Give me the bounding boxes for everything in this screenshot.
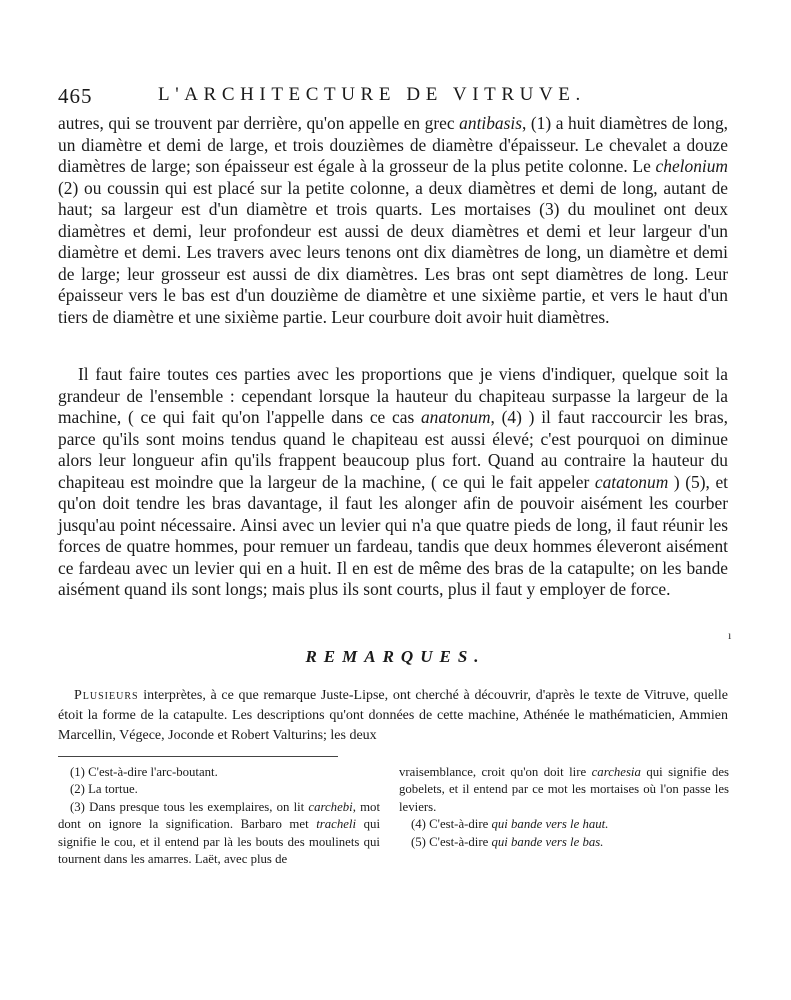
footnote-3-continued <box>399 764 729 816</box>
footnote-5-text: (5) C'est-à-dire <box>411 834 492 849</box>
footnotes-right-column <box>399 764 729 851</box>
footnote-4 <box>399 816 729 833</box>
margin-mark: ı <box>728 628 732 642</box>
footnote-2: (2) La tortue. <box>70 782 138 797</box>
footnote-4-term: qui bande vers le haut. <box>491 817 609 832</box>
paragraph-1 <box>58 113 728 328</box>
footnote-5 <box>399 834 729 851</box>
footnotes-left-column <box>58 764 380 868</box>
footnote-3-text: , mot dont on ignore la signification. Barbaro met <box>58 799 380 832</box>
remarques-paragraph <box>58 686 728 745</box>
footnote-3-text: qui signifie le cou, et il entend par là les bouts des moulinets qui tournent dans les amarres. Laët, avec plus de <box>58 817 380 867</box>
footnote-3-text: qui signifie des gobelets, et il entend par ce mot les mortaises où l'on passe les leviers. <box>399 765 729 814</box>
footnote-3-text: (3) Dans presque tous les exemplaires, on lit <box>70 799 309 814</box>
footnote-3 <box>58 799 380 869</box>
paragraph-1-text: autres, qui se trouvent par derrière, qu'on appelle en grec <box>58 113 460 133</box>
footnote-5-term: qui bande vers le bas. <box>491 834 604 849</box>
footnote-divider <box>58 756 338 757</box>
paragraph-2 <box>58 364 728 601</box>
term-anatonum: anatonum <box>420 407 491 427</box>
page-number: 465 <box>58 84 93 108</box>
paragraph-2-text: ) (5), et qu'on doit tendre les bras davantage, il faut les alonger afin de pouvoir aisément les courber jusqu'au point nécessaire. Ainsi avec un levier qui n'a que quatre pieds de long, il faut réunir les forces de quatre hommes, pour remuer un fardeau, tandis que deux hommes éleveront aisément ce fardeau avec un levier qui en a huit. Il en est de même des bras de la catapulte; on les bande aisément quand ils sont longs; mais plus ils sont courts, plus il faut y employer de force. <box>58 471 728 599</box>
footnote-3-term: carchesia <box>591 765 641 779</box>
term-antibasis: antibasis <box>459 113 522 133</box>
footnote-1: (1) C'est-à-dire l'arc-boutant. <box>70 765 218 779</box>
remarques-lead-word: Plusieurs <box>74 688 139 703</box>
paragraph-2-text: , (4) ) il faut raccourcir les bras, parce qu'ils sont moins tendus quand le chapiteau est aussi élevé; c'est pourquoi on diminue alors leur longueur afin qu'ils frappent beaucoup plus fort. Quand au contraire la hauteur du chapiteau est moindre que la largeur de la machine, ( ce qui le fait appeler <box>58 407 728 492</box>
footnote-3-text: vraisemblance, croit qu'on doit lire <box>399 765 592 779</box>
remarques-text: interprètes, à ce que remarque Juste-Lipse, ont cherché à découvrir, d'après le texte de Vitruve, quelle étoit la forme de la catapulte. Les descriptions qu'ont données de cette machine, Athénée le mathématicien, Ammien Marcellin, Végece, Joconde et Robert Valturins; les deux <box>58 688 728 743</box>
running-title: L'ARCHITECTURE DE VITRUVE. <box>158 84 586 105</box>
term-catatonum: catatonum <box>594 471 669 492</box>
footnote-3-term: carchebi <box>308 799 353 814</box>
term-chelonium: chelonium <box>655 156 728 176</box>
footnote-3-term: tracheli <box>316 817 357 832</box>
remarques-heading: REMARQUES. <box>305 647 486 666</box>
running-header <box>58 84 728 110</box>
paragraph-2-text: Il faut faire toutes ces parties avec les proportions que je viens d'indiquer, quelque soit la grandeur de l'ensemble : cependant lorsque la hauteur du chapiteau surpasse la largeur de la machine, ( ce qui fait qu'on l'appelle dans ce cas <box>58 364 728 427</box>
paragraph-1-text: (2) ou coussin qui est placé sur la petite colonne, a deux diamètres et demi de long, autant de haut; sa largeur est d'un diamètre et trois quarts. Les mortaises (3) du moulinet ont deux diamètres et demi, leur profondeur est aussi de deux diamètres et demi et leur largeur d'un diamètre et demi. Les travers avec leurs tenons ont dix diamètres de long, un diamètre et demi de large; leur grosseur est aussi de dix diamètres. Les bras ont sept diamètres de long. Leur épaisseur vers le bas est d'un douzième de diamètre et une sixième partie, et vers le haut d'un tiers de diamètre et une sixième partie. Leur courbure doit avoir huit diamètres. <box>58 177 728 327</box>
footnote-4-text: (4) C'est-à-dire <box>411 817 492 832</box>
paragraph-1-text: , (1) a huit diamètres de long, un diamètre et demi de large, et trois douzièmes de diamètre d'épaisseur. Le chevalet a douze diamètres de large; son épaisseur est égale à la grosseur de la plus petite colonne. Le <box>58 113 728 176</box>
